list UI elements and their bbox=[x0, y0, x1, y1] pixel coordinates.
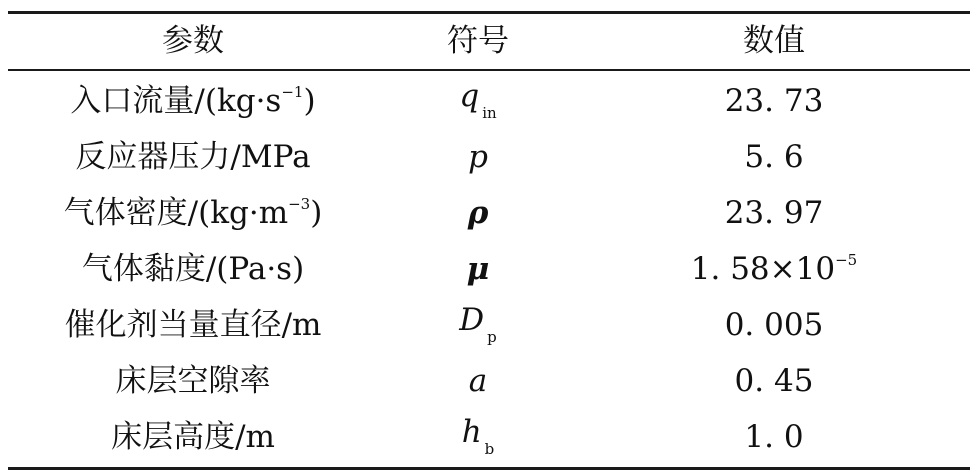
table-row bbox=[8, 409, 970, 465]
header-param: 参数 bbox=[162, 23, 224, 59]
table-row bbox=[8, 297, 970, 353]
param-text: 气体密度/(kg·m bbox=[63, 195, 289, 231]
symbol-subscript: b bbox=[484, 440, 495, 458]
value-text: 0. 005 bbox=[724, 306, 824, 343]
symbol-base: μ bbox=[466, 250, 490, 287]
param-text: 反应器压力/MPa bbox=[75, 138, 311, 175]
table-row bbox=[8, 241, 970, 297]
value-text: 23. 97 bbox=[724, 194, 824, 231]
value-text: 1. 58×10 bbox=[690, 251, 836, 287]
param-text: 入口流量/(kg·s bbox=[70, 83, 282, 119]
param-cell bbox=[8, 138, 378, 175]
value-cell bbox=[578, 82, 970, 119]
value-superscript: −5 bbox=[835, 251, 858, 269]
value-cell bbox=[578, 306, 970, 343]
param-cell bbox=[8, 418, 378, 455]
symbol-base: ρ bbox=[467, 194, 489, 231]
symbol-base: D bbox=[459, 302, 485, 338]
table-row bbox=[8, 129, 970, 185]
symbol-base: h bbox=[461, 414, 482, 450]
table-row bbox=[8, 353, 970, 409]
table-body bbox=[8, 71, 970, 467]
param-tail: ) bbox=[303, 83, 316, 119]
symbol-cell bbox=[378, 194, 578, 231]
param-text: 床层空隙率 bbox=[115, 362, 271, 399]
value-cell bbox=[578, 418, 970, 455]
symbol-subscript: in bbox=[482, 104, 497, 122]
value-text: 23. 73 bbox=[724, 82, 824, 119]
symbol-cell bbox=[378, 414, 578, 458]
symbol-cell bbox=[378, 362, 578, 399]
param-cell bbox=[8, 362, 378, 399]
param-tail: ) bbox=[310, 195, 323, 231]
param-superscript: −3 bbox=[288, 195, 311, 213]
table-header-row bbox=[8, 14, 970, 69]
value-cell bbox=[578, 253, 970, 285]
symbol-subscript: p bbox=[487, 328, 497, 346]
symbol-cell bbox=[378, 78, 578, 122]
param-cell bbox=[8, 197, 378, 229]
param-cell bbox=[8, 85, 378, 117]
table-row bbox=[8, 185, 970, 241]
value-cell bbox=[578, 138, 970, 175]
param-cell bbox=[8, 250, 378, 287]
symbol-base: a bbox=[468, 362, 488, 399]
table-row bbox=[8, 73, 970, 129]
param-text: 气体黏度/(Pa·s) bbox=[81, 250, 305, 287]
value-text: 1. 0 bbox=[744, 418, 804, 455]
symbol-cell bbox=[378, 138, 578, 175]
value-cell bbox=[578, 362, 970, 399]
param-text: 床层高度/m bbox=[111, 418, 275, 455]
param-cell bbox=[8, 306, 378, 343]
symbol-cell bbox=[378, 302, 578, 346]
header-value: 数值 bbox=[743, 23, 805, 59]
symbol-base: p bbox=[468, 138, 488, 175]
param-text: 催化剂当量直径/m bbox=[64, 306, 322, 343]
value-cell bbox=[578, 194, 970, 231]
symbol-cell bbox=[378, 250, 578, 287]
value-text: 0. 45 bbox=[734, 362, 814, 399]
header-symbol: 符号 bbox=[447, 23, 509, 59]
param-superscript: −1 bbox=[281, 83, 304, 101]
symbol-base: q bbox=[459, 78, 480, 114]
value-text: 5. 6 bbox=[744, 138, 804, 175]
parameter-table bbox=[8, 11, 970, 470]
